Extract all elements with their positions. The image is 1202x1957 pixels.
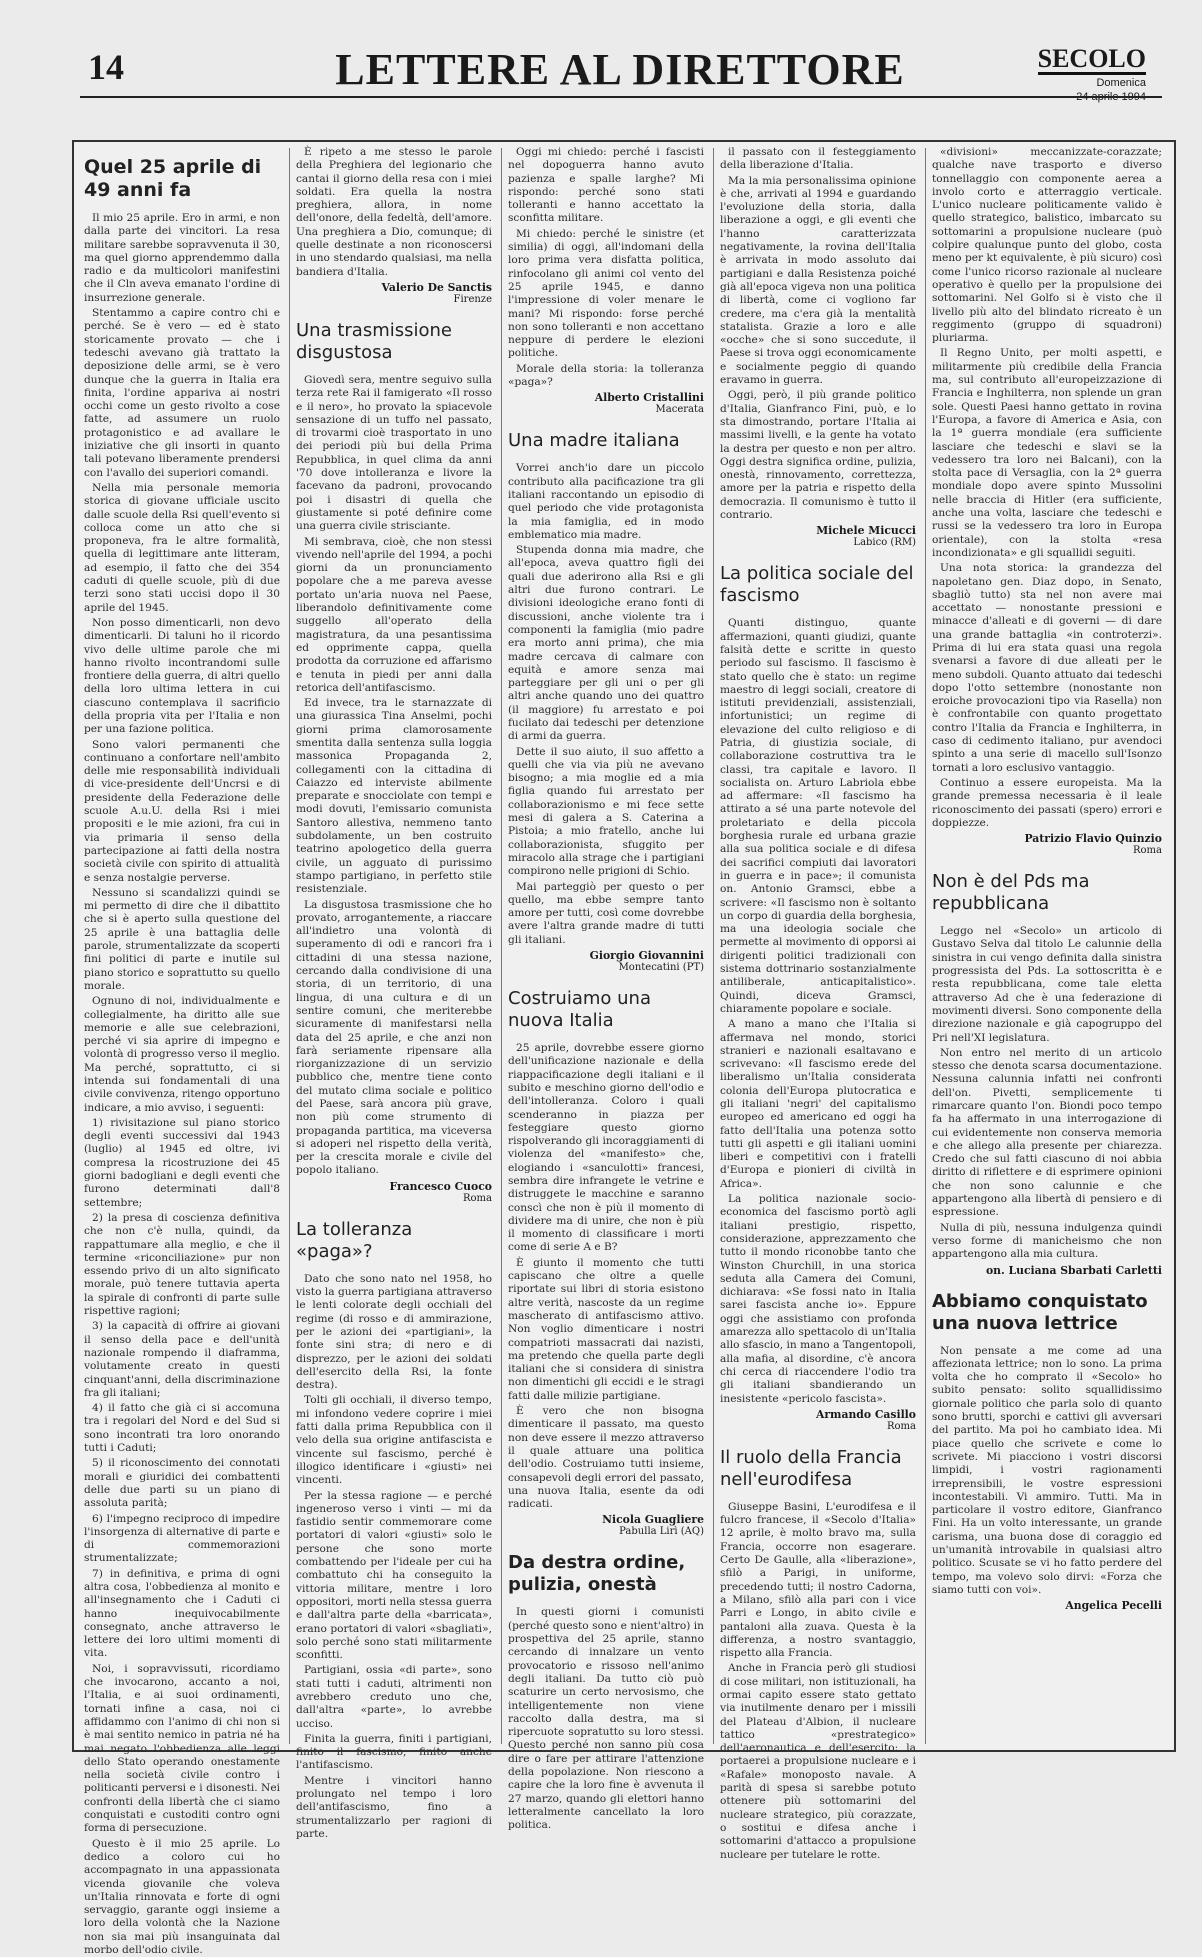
paragraph: Mentre i vincitori hanno prolungato nel tempo i loro dell'antifascismo, fino a strumentalizzarlo per ragioni di parte. bbox=[296, 1774, 492, 1840]
paragraph: Oggi, però, il più grande politico d'Italia, Gianfranco Fini, può, e lo sta dimostrando, portare l'Italia ai massimi livelli, e la gente ha votato la destra per questo e non per altro. Oggi destra significa ordine, pulizia, onestà, rinnovamento, correttezza, amore per la patria e rispetto della democrazia. Il comunismo è tutto il contrario. bbox=[720, 389, 916, 522]
paragraph: Dette il suo aiuto, il suo affetto a quelli che via via più ne avevano bisogno; a mia moglie ed a mia figlia quando fui arrestato per collaborazionismo e mi fece sette mesi di galera a S. Caterina a Pistoia; a mio fratello, anche lui collaborazionista, sfuggito per miracolo alla strage che i partigiani compirono nelle prigioni di Schio. bbox=[508, 745, 704, 878]
section-title: LETTERE AL DIRETTORE bbox=[335, 45, 905, 94]
article-body bbox=[720, 146, 916, 522]
article-body bbox=[508, 146, 704, 389]
column-divider bbox=[713, 148, 714, 1744]
paragraph: La disgustosa trasmissione che ho provato, arrogantemente, a riaccare all'indietro una volontà di superamento di odi e rancori fra i cittadini di una stessa nazione, cercando dalla condivisione di una storia, di un territorio, di una lingua, di una cultura e di un sentire comuni, che meriterebbe sicuramente di manifestarsi nella data del 25 aprile, e che anzi non farà seriamente ripensare alla riorganizzazione di un servizio pubblico che, mentre tiene conto del mutato clima sociale e politico del Paese, sarà ancora più grave, non più come strumento di propaganda partitica, ma viceversa si adoperi nel rispetto della verità, per la crescita morale e civile del popolo italiano. bbox=[296, 898, 492, 1177]
paragraph: Il mio 25 aprile. Ero in armi, e non dalla parte dei vincitori. La resa militare sarebbe sopravvenuta il 30, ma quel giorno apprendemmo dalla radio e da multicolori manifestini che il Cln aveva emanato l'ordine di insurrezione generale. bbox=[84, 212, 280, 304]
paragraph: Giuseppe Basini, L'eurodifesa e il fulcro francese, il «Secolo d'Italia» 12 aprile, è molto bravo ma, sulla Francia, occorre non esagerare. Certo De Gaulle, alla «liberazione», sfilò a Parigi, in uniforme, precedendo tutti; il nostro Cadorna, a Milano, sfilò alla pari con i vice Parri e Longo, in abito civile e pantaloni alla zuava. Questa è la differenza, a nostro svantaggio, rispetto alla Francia. bbox=[720, 1500, 916, 1660]
headline: Abbiamo conquistato una nuova lettrice bbox=[932, 1290, 1148, 1334]
headline: Non è del Pds ma repubblicana bbox=[932, 871, 1090, 915]
column-divider bbox=[925, 148, 926, 1744]
paragraph: Partigiani, ossia «di parte», sono stati tutti i caduti, altrimenti non avrebbero creduto uno che, dall'altra «parte», lo avrebbe ucciso. bbox=[296, 1664, 492, 1730]
paragraph: il passato con il festeggiamento della liberazione d'Italia. bbox=[720, 146, 916, 172]
paragraph: Noi, i sopravvissuti, ricordiamo che invocarono, accanto a noi, l'Italia, e ai suoi ordinamenti, tornati infine a casa, noi ci affidammo con l'animo di chi non si è mai sentito nemico in patria né ha mai negato l'obbedienza alle leggi dello Stato operando onestamente nella società civile contro i politicanti perversi e i disonesti. Nei confronti della libertà che ci siamo conquistati e custoditi contro ogni forma di persecuzione. bbox=[84, 1662, 280, 1835]
column-divider bbox=[289, 148, 290, 1744]
headline: Da destra ordine, pulizia, onestà bbox=[508, 1552, 686, 1596]
paragraph: «divisioni» meccanizzate-corazzate; qualche nave trasporto e diverso tonnellaggio con componente aerea a involo corto e atterraggio verticale. L'unico nucleare politicamente valido è quello strategico, balistico, imbarcato su sottomarini a propulsione nucleare (può colpire qualunque punto del globo, costa meno per kt equivalente, è più sicuro) così come l'unico ricorso razionale al nucleare operativo è quello per la propulsione dei sottomarini. Nel Golfo si è visto che il livello più alto del blindato ricreato è un reggimento (gruppo di squadroni) pluriarma. bbox=[932, 146, 1162, 345]
paragraph: In questi giorni i comunisti (perché questo sono e nient'altro) in prospettiva del 25 aprile, stanno cercando di innalzare un vento provocatorio e rissoso nell'animo degli italiani. Da tutto ciò può scaturire un certo nervosismo, che intelligentemente non viene raccolto dalla destra, ma si ripercuote sopratutto su loro stessi. Questo perché non sanno più cosa dire o fare per attirare l'attenzione della popolazione. Non riescono a capire che la loro fine è avvenuta il 27 marzo, quando gli elettori hanno letteralmente cancellato la loro politica. bbox=[508, 1606, 704, 1832]
paragraph: 1) rivisitazione sul piano storico degli eventi successivi dal 1943 (luglio) al 1945 ed oltre, ivi compresa la ricostruzione dei 45 giorni badogliani e degli eventi che furono determinati dall'8 settembre; bbox=[84, 1116, 280, 1209]
issue-day: Domenica bbox=[1096, 77, 1146, 89]
article-body bbox=[932, 146, 1162, 830]
paragraph: Dato che sono nato nel 1958, ho visto la guerra partigiana attraverso le lenti colorate degli occhiali del regime (di rosso e di ammirazione, per le azioni dei «partigiani», la fonte sini stra; di nero e di disprezzo, per le azioni dei soldati dell'esercito della Rsi, la fonte destra). bbox=[296, 1272, 492, 1392]
paragraph: Oggi mi chiedo: perché i fascisti nel dopoguerra hanno avuto pazienza e spalle larghe? Mi rispondo: perché sono stati tolleranti e hanno accettato la sconfitta militare. bbox=[508, 146, 704, 225]
paragraph: Il Regno Unito, per molti aspetti, e militarmente più credibile della Francia ma, sul contributo all'europeizzazione di Francia e Inghilterra, non splende un gran sole. Questi Paesi hanno gettato in rovina l'Europa, a favore di America e Asia, con la 1ª guerra mondiale (era sufficiente lasciare che tedeschi e slavi se la vedessero tra loro nei Balcani), con la stolta pace di Versaglia, con la 2ª guerra mondiale dopo avere spinto Mussolini nelle braccia di Hitler (era sufficiente, anche una volta, lasciare che tedeschi e russi se la vedessero tra loro in Europa orientale), con la stolta «resa incondizionata» e gli squallidi seguiti. bbox=[932, 347, 1162, 559]
signature-city: Labico (RM) bbox=[853, 537, 916, 549]
paragraph: Nessuno si scandalizzi quindi se mi permetto di dire che il dibattito che si è aperto sulla questione del 25 aprile è una battaglia delle parole, strumentalizzate da scoperti fini politici di parte e inutile sul piano storico e soprattutto su quello morale. bbox=[84, 886, 280, 992]
paragraph: È ripeto a me stesso le parole della Preghiera del legionario che cantai il giorno della resa con i miei soldati. Era quella la nostra preghiera, allora, in nome dell'onore, della fedeltà, dell'amore. Una preghiera a Dio, comunque; di quelle destinate a non riconoscersi in uno stendardo qualsiasi, ma nella bandiera d'Italia. bbox=[296, 146, 492, 278]
paragraph: Leggo nel «Secolo» un articolo di Gustavo Selva dal titolo Le calunnie della sinistra in cui vengo definita dalla sinistra progressista del Pds. La sottoscritta è e resta repubblicana, come tale eletta attraverso Ad che è una federazione di movimenti diversi. Sono componente della direzione nazionale e già capogruppo del Pri nell'XI legislatura. bbox=[932, 925, 1162, 1044]
paragraph: 2) la presa di coscienza definitiva che non c'è nulla, quindi, da rappattumare alla meglio, e che il termine «riconciliazione» pur non essendo privo di un alto significato morale, può tenere tuttavia aperta la spirale di confronti di parte sulle rispettive ragioni; bbox=[84, 1211, 280, 1318]
article-body bbox=[932, 1345, 1162, 1598]
paragraph: Non pensate a me come ad una affezionata lettrice; non lo sono. La prima volta che ho comprato il «Secolo» ho subito pensato: solito squallidissimo giornale politico che parla solo di quanto sono brutti, sporchi e cattivi gli avversari del partito. Ma poi ho cambiato idea. Mi piace quello che scrivete e come lo scrivete. Mi piacciono i vostri discorsi limpidi, i vostri ragionamenti irreprensibili, le vostre espressioni incontestabili. Vi ammiro. Tutti. Ma in particolare il vostro editore, Gianfranco Fini. Ha un volto interessante, un grande carisma, una buona dose di coraggio ed un'umanità introvabile in qualsiasi altro politico. Scusate se vi ho fatto perdere del tempo, ma volevo solo dirvi: «Forza che siamo tutti con voi». bbox=[932, 1344, 1162, 1596]
article-body bbox=[508, 462, 704, 947]
article-body bbox=[932, 925, 1162, 1261]
signature-city: Roma bbox=[1133, 845, 1162, 857]
newspaper-logo: SECOLO bbox=[1037, 44, 1146, 73]
article-body bbox=[296, 1273, 492, 1841]
paragraph: Quanti distinguo, quante affermazioni, quanti giudizi, quante falsità dette e scritte in questo periodo sul fascismo. Il fascismo è stato quello che è stato: un regime maestro di leggi sociali, creatore di istituti previdenziali, assistenziali, infortunistici; un regime di elevazione del culto religioso e di Patria, di giustizia sociale, di collaborazione costruttiva tra le classi, tra capitale e lavoro. Il socialista on. Arturo Labriola ebbe ad affermare: «Il fascismo ha attirato a sé una parte notevole del proletariato e della piccola borghesia rurale ed urbana grazie alla sua politica sociale e di difesa dei sacrifici compiuti dai lavoratori in guerra e in pace»; il comunista on. Antonio Gramsci, ebbe a scrivere: «Il fascismo non è soltanto un corpo di guardia della borghesia, ma una ideologia sociale che permette al movimento di opporsi ai dirigenti politici tradizionali con sistema dottrinario sostanzialmente antiliberale, anticapitalistico». Quindi, diceva Gramsci, chiaramente popolare e sociale. bbox=[720, 617, 916, 1015]
letters-frame bbox=[72, 140, 1176, 1956]
paragraph: Non posso dimenticarli, non devo dimenticarli. Di taluni ho il ricordo vivo delle ultime parole che mi hanno rivolto incontrandomi sulle frontiere della guerra, di altri quello della loro ultima lettera in cui ciascuno contemplava il sacrificio della propria vita per l'Italia e non per una fazione politica. bbox=[84, 616, 280, 736]
paragraph: Finita la guerra, finiti i partigiani, finito il fascismo, finito anche l'antifascismo. bbox=[296, 1732, 492, 1772]
headline: Quel 25 aprile di 49 anni fa bbox=[84, 156, 262, 201]
signature-city: Roma bbox=[887, 1420, 916, 1432]
paragraph: Ognuno di noi, individualmente e collegialmente, ha diritto alle sue memorie e alle sue celebrazioni, perché vi sia aprire di impegno e volontà di progresso verso il meglio. Ma perché, soprattutto, ci si intenda sui fondamentali di una civile convivenza, ritengo opportuno indicare, a mio avviso, i seguenti: bbox=[84, 995, 280, 1114]
headline: Una madre italiana bbox=[508, 430, 680, 452]
column-1 bbox=[84, 146, 280, 1956]
paragraph: Una nota storica: la grandezza del napoletano gen. Diaz dopo, in Senato, sbagliò tutto) sta nel non avere mai accettato — nonostante pressioni e minacce d'alleati e di governi — di dare una grande battaglia «in controterzi». Prima di lui era stata quasi una regola svenarsi a favore di due alleati per le meno subdoli. Quanto attuato dai tedeschi dopo l'otto settembre (nonostante non eroiche provocazioni tipo via Rasella) non è confrontabile con quanto progettato contro l'Italia da Francia e Inghilterra, in caso di cedimento italiano, pur avendoci spinto a una serie di macello sull'Isonzo tornati a loro esclusivo vantaggio. bbox=[932, 562, 1162, 774]
paragraph: Ed invece, tra le starnazzate di una giurassica Tina Anselmi, pochi giorni prima clamorosamente smentita dalla sentenza sulla loggia massonica Propaganda 2, collegamenti con la cittadina di Caiazzo ed interviste abilmente preparate e snocciolate con tempi e modi dovuti, l'emissario comunista Santoro allestiva, nemmeno tanto subdolamente, un ben costruito teatrino apologetico della guerra civile, un agguato di purissimo stampo partigiano, in perfetto stile resistenziale. bbox=[296, 697, 492, 896]
column-5 bbox=[932, 146, 1162, 1746]
column-2 bbox=[296, 146, 492, 1840]
paragraph: 4) il fatto che già ci si accomuna tra i regolari del Nord e del Sud si sono incontrati tra loro onorando tutti i Caduti; bbox=[84, 1402, 280, 1455]
signature: Francesco Cuoco bbox=[389, 1179, 492, 1193]
paragraph: Stupenda donna mia madre, che all'epoca, aveva quattro figli dei quali due aderirono alla Rsi e gli altri due furono contrari. Le divisioni ideologiche erano fonti di discussioni, anche violente tra i componenti la famiglia (mio padre era morto anni prima), che mia madre cercava di calmare con equità e amore senza mai parteggiare per gli uni o per gli altri anche quando uno dei quattro (il maggiore) fu arrestato e poi fucilato dai tedeschi per detenzione di armi da guerra. bbox=[508, 544, 704, 743]
signature-city: Montecatini (PT) bbox=[618, 962, 704, 974]
signature: Nicola Guagliere bbox=[602, 1513, 704, 1527]
paragraph: Per la stessa ragione — e perché ingeneroso verso i vinti — mi da fastidio sentir commemorare come portatori di valori «giusti» solo le persone che sono morte combattendo per l'ideale per cui ha combattuto chi ha conseguito la vittoria militare, mentre i loro oppositori, morti nella stessa guerra e dall'altra parte della «barricata», erano portatori di valori «sbagliati», solo perché sono stati militarmente sconfitti. bbox=[296, 1489, 492, 1662]
signature: Angelica Pecelli bbox=[1065, 1599, 1162, 1613]
column-divider bbox=[501, 148, 502, 1744]
paragraph: È vero che non bisogna dimenticare il passato, ma questo non deve essere il mezzo attraverso il quale attuare una politica dell'odio. Costruiamo tutti insieme, consapevoli degli errori del passato, una nuova Italia, esente da odi radicati. bbox=[508, 1405, 704, 1511]
paragraph: Sono valori permanenti che continuano a confortare nell'ambito delle mie responsabilità individuali di vice-presidente dell'Uncrsi e di presidente della Federazione delle scuole A.u.U. della Rsi i miei propositi e le mie azioni, fra cui in via primaria il senso della partecipazione ai fatti della nostra società civile con spirito di attualità e senza nostalgie perverse. bbox=[84, 738, 280, 884]
paragraph: Morale della storia: la tolleranza «paga»? bbox=[508, 362, 704, 389]
paragraph: 5) il riconoscimento dei connotati morali e giuridici dei combattenti delle due parti su un piano di assoluta parità; bbox=[84, 1457, 280, 1510]
article-body bbox=[720, 1501, 916, 1862]
paragraph: La politica nazionale socio-economica del fascismo portò agli italiani prestigio, rispetto, considerazione, apprezzamento che tutto il mondo riconobbe tanto che Winston Churchill, in una storica seduta alla Camera dei Comuni, dichiarava: «Se fossi nato in Italia sarei fascista anche io». Eppure oggi che assistiamo con profonda amarezza allo spettacolo di un'Italia allo sfascio, in mano a Tangentopoli, alla mafia, al disordine, c'è ancora chi cerca di riaccendere l'odio tra gli italiani sbandierando un inesistente «pericolo fascista». bbox=[720, 1193, 916, 1405]
paragraph: Stentammo a capire contro chi e perché. Se è vero — ed è stato storicamente provato — che i tedeschi avevano già trattato la deposizione delle armi, se è vero dunque che la guerra in Italia era finita, l'ordine appariva ai nostri occhi come un gesto rivolto a cose fatte, ad assumere un ruolo protagonistico e ad avallare le iniziative che gli insorti in quanto tali potevano liberamente prendersi con l'avallo dei superiori comandi. bbox=[84, 307, 280, 479]
headline: La politica sociale del fascismo bbox=[720, 563, 914, 607]
article-body bbox=[84, 212, 280, 1957]
paragraph: Questo è il mio 25 aprile. Lo dedico a coloro cui ho accompagnato in una appassionata vicenda giovanile che voleva un'Italia rinnovata e forte di ogni servaggio, garante oggi insieme a loro della volontà che la Nazione non sia mai più insanguinata dal morbo dell'odio civile. bbox=[84, 1837, 280, 1956]
paragraph: Non entro nel merito di un articolo stesso che denota scarsa documentazione. Nessuna calunnia infatti nei confronti dell'on. Pivetti, semplicemente ti rimarcare quanto l'on. Biondi poco tempo fa ha affermato in una interrogazione di cui evidentemente non conserva memoria e che allego alla presente per chiarezza. Credo che sul fatti ciascuno di noi abbia diritto di riflettere e di esprimere opinioni che non sono calunnie e che appartengono alla libertà di pensiero e di espressione. bbox=[932, 1046, 1162, 1219]
paragraph: Mai parteggiò per questo o per quello, ma ebbe sempre tanto amore per tutti, così come dovrebbe avere l'altra grande madre di tutti gli italiani. bbox=[508, 880, 704, 946]
paragraph: Giovedì sera, mentre seguivo sulla terza rete Rai il famigerato «Il rosso e il nero», ho provato la spiacevole sensazione di un tuffo nel passato, di trovarmi cioè trasportato in uno dei periodi più bui della Prima Repubblica, in quel clima da anni '70 dove intolleranza e livore la facevano da padroni, provocando poi i disastri di quella che giustamente si poté definire come una guerra civile strisciante. bbox=[296, 373, 492, 533]
paragraph: Mi sembrava, cioè, che non stessi vivendo nell'aprile del 1994, a pochi giorni da un pronunciamento popolare che a me pareva avesse portato un'aria nuova nel Paese, liberandolo definitivamente come suggello all'operato della magistratura, da una pesantissima ed opprimente cappa, quella prodotta da corruzione ed affarismo e tenuta in piedi per anni dalla retorica dell'antifascismo. bbox=[296, 535, 492, 694]
headline: La tolleranza «paga»? bbox=[296, 1218, 413, 1262]
article-body bbox=[296, 374, 492, 1178]
signature: on. Luciana Sbarbati Carletti bbox=[985, 1263, 1162, 1277]
brand-block bbox=[1038, 46, 1146, 103]
signature-city: Pabulla Lirì (AQ) bbox=[619, 1526, 704, 1538]
signature: Alberto Cristallini bbox=[594, 391, 704, 405]
signature: Patrizio Flavio Quinzio bbox=[1024, 832, 1162, 846]
signature: Michele Micucci bbox=[816, 524, 916, 538]
article-body bbox=[296, 146, 492, 279]
paragraph: Mi chiedo: perché le sinistre (et similia) di oggi, all'indomani della loro prima vera disfatta politica, rinfocolano gli animi col vento del 25 aprile 1945, e danno l'impressione di voler menare le mani? Mi rispondo: forse perché non sono tolleranti e non accettano neppure di perdere le elezioni politiche. bbox=[508, 227, 704, 360]
headline: Costruiamo una nuova Italia bbox=[508, 988, 651, 1032]
paragraph: 6) l'impegno reciproco di impedire l'insorgenza di alternative di parte e di commemorazioni strumentalizzate; bbox=[84, 1512, 280, 1565]
paragraph: A mano a mano che l'Italia si affermava nel mondo, storici stranieri e nazionali esaltavano e scrivevano: «Il fascismo erede del liberalismo un'Italia considerata colonia dell'Europa plutocratica e gli italiani 'negri' del capitalismo europeo ed americano ed oggi ha fatto dell'Italia una potenza sotto tutti gli aspetti e gli italiani uomini liberi e competitivi con i fratelli d'Europa e pionieri di civiltà in Africa». bbox=[720, 1018, 916, 1190]
paragraph: Continuo a essere europeista. Ma la grande premessa necessaria è il leale riconoscimento dei passati (spero) errori e doppiezze. bbox=[932, 776, 1162, 829]
paragraph: Nella mia personale memoria storica di giovane ufficiale uscito dalle scuole della Rsi quell'evento si colloca come un atto che si proponeva, fra le altre formalità, quella di legittimare ante litteram, ad esempio, il fatto che dei 354 caduti di quelle scuole, più di due terzi sono stati uccisi dopo il 30 aprile del 1945. bbox=[84, 481, 280, 614]
column-4 bbox=[720, 146, 916, 1861]
masthead bbox=[80, 38, 1160, 98]
paragraph: Anche in Francia però gli studiosi di cose militari, non istituzionali, ha ormai capito essere stato gettato via inutilmente denaro per i missili del Plateau d'Albion, il nucleare tattico «prestrategico» dell'aeronautica e dell'esercito: la portaerei a propulsione nucleare e i «Rafale» monoposto navale. A parità di spesa si sarebbe potuto ottenere più sottomarini del nucleare strategico, più corazzate, o sostitui e difesa anche i sottomarini d'attacco a propulsione nucleare per tutelare le rotte. bbox=[720, 1662, 916, 1861]
signature-city: Firenze bbox=[453, 293, 492, 305]
headline: Il ruolo della Francia nell'eurodifesa bbox=[720, 1446, 902, 1490]
article-body bbox=[508, 1606, 704, 1832]
article-body bbox=[720, 617, 916, 1406]
paragraph: 25 aprile, dovrebbe essere giorno dell'unificazione nazionale e della riappacificazione degli italiani e il subito e meschino giorno dell'odio e dell'intolleranza. Coloro i quali scenderanno in piazza per festeggiare questo giorno rispolverando gli incoraggiamenti di violenza del «manifesto» che, elogiando i «sanculotti» francesi, sembra dire infrangete le vetrine e distruggete le macchine e saranno conscì che non è più il momento di dividere ma di unire, che non è più il momento di classificare i morti come di serie A e B? bbox=[508, 1042, 704, 1254]
paragraph: Vorrei anch'io dare un piccolo contributo alla pacificazione tra gli italiani raccontando un episodio di quel periodo che vide protagonista la mia famiglia, ed in modo emblematico mia madre. bbox=[508, 462, 704, 541]
paragraph: È giunto il momento che tutti capiscano che oltre a quelle riportate sui libri di storia esistono altre verità, nascoste da un regime mascherato di antifascismo attivo. Non voglio dimenticare i nostri compatrioti massacrati dai nazisti, ma pretendo che quella parte degli italiani che si considera di sinistra non dimentichi gli eccidi e le stragi fatti dalle milizie partigiane. bbox=[508, 1256, 704, 1402]
signature: Valerio De Sanctis bbox=[381, 280, 492, 294]
paragraph: 3) la capacità di offrire ai giovani il senso della pace e dell'unità nazionale rompendo il diaframma, volutamente creato in questi cinquant'anni, della discriminazione fra gli italiani; bbox=[84, 1320, 280, 1399]
signature: Giorgio Giovannini bbox=[589, 949, 704, 963]
paragraph: Nulla di più, nessuna indulgenza quindi verso forme di manicheismo che non appartengono alla mia cultura. bbox=[932, 1221, 1162, 1261]
signature-city: Macerata bbox=[655, 404, 704, 416]
signature-city: Roma bbox=[463, 1192, 492, 1204]
signature: Armando Casillo bbox=[815, 1407, 916, 1421]
page-number: 14 bbox=[88, 47, 124, 87]
paragraph: Tolti gli occhiali, il diverso tempo, mi infondono vedere coprire i miei fatti dalla prima Repubblica con il velo della sua origine antifascista e vincente sul fascismo, perché è illogico identificare i «giusti» nei vincenti. bbox=[296, 1394, 492, 1487]
paragraph: Ma la mia personalissima opinione è che, arrivati al 1994 e guardando l'evoluzione della storia, dalla liberazione a oggi, e gli eventi che l'hanno caratterizzata negativamente, la rovina dell'Italia è arrivata in modo assoluto dai partigiani e dalla Resistenza poiché già all'epoca vigeva non una politica di libertà, come ci vogliono far credere, ma c'era già la mentalità statalista. Grazie a loro e alle «ocche» che si sono succedute, il Paese si trova oggi economicamente e socialmente peggio di quando eravamo in guerra. bbox=[720, 174, 916, 387]
column-3 bbox=[508, 146, 704, 1832]
headline: Una trasmissione disgustosa bbox=[296, 319, 452, 363]
masthead-rule bbox=[80, 96, 1162, 98]
article-body bbox=[508, 1042, 704, 1511]
paragraph: 7) in definitiva, e prima di ogni altra cosa, l'obbedienza al monito e all'insegnamento che i Caduti ci hanno inequivocabilmente consegnato, anche attraverso le lettere dei loro ultimi momenti di vita. bbox=[84, 1567, 280, 1660]
